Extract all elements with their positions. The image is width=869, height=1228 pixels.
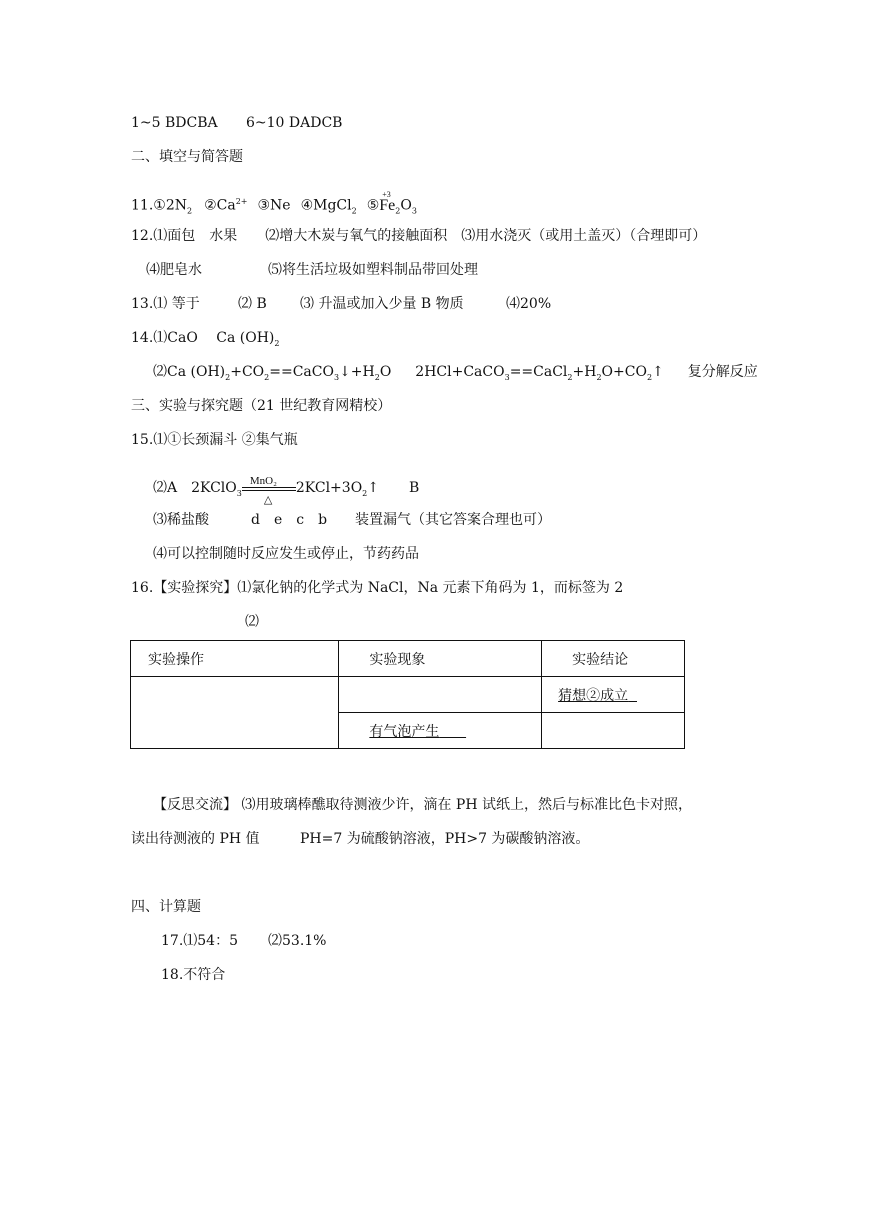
table-row (131, 641, 685, 677)
header-conclusion: 实验结论 (542, 641, 685, 677)
experiment-table (130, 640, 685, 749)
table-row (131, 677, 685, 713)
q12-line2b: ⑸将生活垃圾如塑料制品带回处理 (268, 262, 478, 278)
cell-conclusion-1: 猜想②成立 (542, 677, 685, 713)
q14-line1: 14.⑴CaO Ca $(OH)_2$ (131, 330, 280, 348)
q18: 18.不符合 (161, 967, 226, 983)
q15-line3: ⑶稀盐酸 d e c b 装置漏气（其它答案合理也可） (153, 512, 552, 528)
section-4-heading: 四、计算题 (131, 899, 201, 915)
section-2-heading: 二、填空与简答题 (131, 149, 243, 165)
header-operation: 实验操作 (131, 641, 339, 677)
cell-phenomenon-1 (339, 677, 542, 713)
q16-line1: 16.【实验探究】⑴氯化钠的化学式为 NaCl，Na 元素下角码为 1，而标签为 2 (131, 580, 624, 596)
reflection-line2a: 读出待测液的 PH 值 (131, 831, 260, 847)
fe-valence: +3 Fe (379, 189, 396, 214)
q15-line1: 15.⑴①长颈漏斗 ②集气瓶 (131, 432, 298, 448)
cell-phenomenon-2: 有气泡产生 (339, 713, 542, 749)
answers-6-10: 6~10 DADCB (246, 115, 343, 131)
q12-line1: 12.⑴面包 水果 ⑵增大木炭与氧气的接触面积 ⑶用水浇灭（或用土盖灭）（合理即可） (131, 228, 707, 244)
q16-part2-label: ⑵ (245, 614, 259, 630)
answers-1-5: 1~5 BDCBA (131, 115, 218, 131)
q13-b: ⑵ B (238, 296, 267, 312)
section-3-heading: 三、实验与探究题（21 世纪教育网精校） (131, 398, 392, 414)
cell-conclusion-2 (542, 713, 685, 749)
reaction-condition: MnO₂ △ (242, 474, 296, 502)
q17-a: 17.⑴54：5 (161, 933, 238, 949)
q12-line2a: ⑷肥皂水 (146, 262, 202, 278)
reflection-line1: 【反思交流】 ⑶用玻璃棒醮取待测液少许，滴在 PH 试纸上，然后与标准比色卡对照， (153, 797, 692, 813)
q15-line4: ⑷可以控制随时反应发生或停止，节药药品 (153, 546, 419, 562)
reflection-line2b: PH=7 为硫酸钠溶液，PH>7 为碳酸钠溶液。 (300, 831, 590, 847)
q13-d: ⑷20% (506, 296, 552, 312)
q14-line2: ⑵Ca $(OH)_2+CO_2==CaCO_3↓+H_2O$ $2HCl+CaCO_3==CaCl_2+H_2O+CO_2↑$ 复分解反应 (153, 364, 758, 382)
q13-c: ⑶ 升温或加入少量 B 物质 (300, 296, 464, 312)
q13-a: 13.⑴ 等于 (131, 296, 200, 312)
cell-operation (131, 677, 339, 749)
q15-line2: ⑵A 2KClO$_3$ MnO₂ △ $2KCl+3O_2↑$ B (153, 475, 420, 506)
q17-b: ⑵53.1% (268, 933, 327, 949)
header-phenomenon: 实验现象 (339, 641, 542, 677)
q11: $11.①2N_2$ $②Ca^{2+}$ ③Ne ④MgCl$_2$ ⑤ +3 $Fe_2O_3$ (131, 189, 417, 216)
